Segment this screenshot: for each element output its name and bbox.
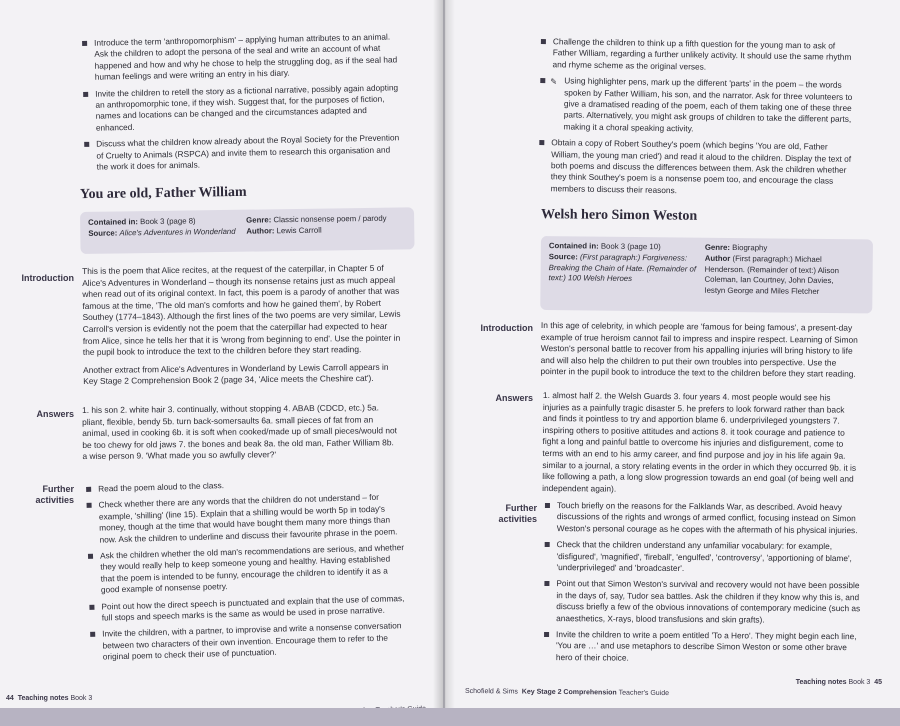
list-item: Read the poem aloud to the class. xyxy=(84,475,404,495)
right-page xyxy=(445,0,900,726)
section-title: Welsh hero Simon Weston xyxy=(540,207,698,224)
page-number: 44 xyxy=(6,695,14,702)
info-box xyxy=(540,236,873,313)
left-top-bullets xyxy=(80,31,403,178)
author-label: Author xyxy=(704,253,731,263)
introduction-text: In this age of celebrity, in which people are 'famous for being famous', a present-day example of true heroism cannot fail to impress and inspire respect. Learning of Simon Weston's personal battle to recover from his appalling injuries will bring history to life and will also help the children to put their own troubles into perspective. Use the pointer in the pupil book to introduce the text to the children before they start reading. xyxy=(540,320,858,380)
section-title: You are old, Father William xyxy=(79,184,247,203)
source-value: (First paragraph:) Forgiveness: Breaking the Chain of Hate. (Remainder of text:) 100 Welsh Heroes xyxy=(548,252,697,284)
footer-section: Teaching notes xyxy=(795,679,847,686)
list-item: Obtain a copy of Robert Southey's poem (which begins 'You are old, Father William, the young man cried') and read it aloud to the children. Display the text of both poems and discuss the differences between them. Ask the children whether they think Southey's poem is a nonsense poem too, and encourage the class members to discuss their reasons. xyxy=(537,137,856,199)
list-item: Point out that Simon Weston's survival and recovery would not have been possible in the days of, say, Tudor sea battles. Ask the children if they know why this is, and discuss briefly a few of the obvious innovations of contemporary medicine (such as anaesthetics, X-rays, blood transfusions and skin grafts). xyxy=(542,578,860,626)
contained-value: Book 3 (page 8) xyxy=(140,216,196,227)
genre-value: Biography xyxy=(732,243,768,253)
footer-book: Book 3 xyxy=(848,679,871,686)
author-value: (First paragraph:) Michael Henderson. (Remainder of text:) Alison Coleman, Ian Courtney, John Davies, Iestyn George and Miles Fletcher xyxy=(704,253,840,297)
list-item-text: Using highlighter pens, mark up the different 'parts' in the poem – the words spoken by Father William, his son, and the narrator. Ask for three volunteers to give a dramatised reading of the poem, each of them taking one of these three parts. Alternatively, you might ask groups of children to take the different parts, making it a choral speaking activity. xyxy=(563,75,853,134)
left-further-bullets xyxy=(84,475,409,669)
footer-publisher: Schofield & Sims xyxy=(464,687,518,696)
introduction-body xyxy=(82,263,401,388)
list-item: Challenge the children to think up a fifth question for the young man to ask of Father William, regarding a further unlikely activity. It should use the same rhythm and rhyme scheme as the original verses. xyxy=(538,36,856,75)
right-top-bullets xyxy=(536,36,857,204)
introduction-text-2: Another extract from Alice's Adventures in Wonderland by Lewis Carroll appears in Key Stage 2 Comprehension Book 2 (page 34, 'Alice meets the Cheshire cat'). xyxy=(83,361,389,387)
further-label-line2: activities xyxy=(35,495,74,505)
genre-label: Genre: xyxy=(704,242,731,252)
left-footer-page xyxy=(6,695,92,702)
genre-label: Genre: xyxy=(246,215,272,225)
introduction-label: Introduction xyxy=(21,273,74,283)
list-item: Invite the children, with a partner, to improvise and write a nonsense conversation between two characters of their own invention. Encourage them to refer to the original poem to check their use of punctuation. xyxy=(88,620,409,663)
answers-label: Answers xyxy=(495,393,533,403)
source-label: Source: xyxy=(88,228,118,238)
info-box xyxy=(80,207,415,254)
answers-text: 1. his son 2. white hair 3. continually, without stopping 4. ABAB (CDCD, etc.) 5a. pliant, flexible, bendy 5b. turn back-somersaults 6a. small pieces of fat from an animal, used in cooking 6b. it is soft when cooked/made up of small pieces/would not be too chewy for old jaws 7. the bones and beak 8a. the old man, Father William 8b. a wise person 9. 'What made you so awfully clever?' xyxy=(82,402,397,462)
highlighter-icon: ✎ xyxy=(550,77,558,87)
source-label: Source: xyxy=(548,251,578,262)
list-item: Invite the children to write a poem entitled 'To a Hero'. They might begin each line, 'You are …' and use metaphors to describe Simon Weston or some other brave hero of their choice. xyxy=(542,629,860,665)
source-value: Alice's Adventures in Wonderland xyxy=(119,226,236,238)
page-stack-edge xyxy=(0,708,900,726)
right-footer-title xyxy=(465,688,669,697)
footer-guide: Teacher's Guide xyxy=(618,689,670,698)
further-activities-label xyxy=(469,503,537,525)
author-label: Author: xyxy=(246,226,275,236)
left-page xyxy=(0,0,443,726)
further-label-line2: activities xyxy=(498,514,537,524)
footer-section: Teaching notes xyxy=(17,695,69,702)
right-further-bullets xyxy=(542,500,861,670)
footer-title: Key Stage 2 Comprehension xyxy=(521,688,617,697)
list-item: Discuss what the children know already about the Royal Society for the Prevention of Cruelty to Animals (RSPCA) and invite them to research this organisation and the work it does for animals. xyxy=(82,133,403,174)
contained-value: Book 3 (page 10) xyxy=(600,241,661,252)
contained-label: Contained in: xyxy=(548,241,599,251)
page-number: 45 xyxy=(874,679,882,686)
list-item: Touch briefly on the reasons for the Falklands War, as described. Avoid heavy discussions of the rights and wrongs of armed conflict, focusing instead on Simon Weston's personal courage as he copes with the aftermath of his physical injuries. xyxy=(543,500,861,536)
list-item xyxy=(537,75,856,137)
answers-text: 1. almost half 2. the Welsh Guards 3. four years 4. most people would see his injuries as a painfully tragic disaster 5. he prefers to look forward rather than back and finds it pointless to try and apportion blame 6. underprivileged youngsters 7. inspiring others to positive attitudes and actions 8. it took courage and patience to fight a long and painful battle to overcome his injuries and disfigurement, come to terms with an end to his army career, and find purpose and joy in his life again 9a. similar to a journal, a story relating events in the order in which they occurred 9b. it is like following a path, a long slow progression towards an end goal (of being well and independent again). xyxy=(542,390,857,494)
author-value: Lewis Carroll xyxy=(276,225,322,236)
further-activities-label xyxy=(10,484,74,506)
introduction-text: This is the poem that Alice recites, at the request of the caterpillar, in Chapter 5 of Alice's Adventures in Wonderland – though its nonsense retains just as much appeal when read out of its original context. In fact, this poem is a parody of another that was famous at the time, 'The old man's comforts and how he gained them', by Robert Southey (1774–1843). Although the first lines of the two poems are very similar, Lewis Carroll's version is evidently not the poem that the caterpillar had expected to hear from Alice, since he tells her that it is 'wrong from beginning to end'. Use the pointer in the pupil book to introduce the text to the children before they start reading. xyxy=(82,262,401,358)
genre-value: Classic nonsense poem / parody xyxy=(273,213,387,225)
further-label-line1: Further xyxy=(505,503,537,513)
list-item: Point out how the direct speech is punctuated and explain that the use of commas, full stops and speech marks is the same as would be used in prose narrative. xyxy=(87,593,408,625)
introduction-label: Introduction xyxy=(480,323,533,333)
footer-book: Book 3 xyxy=(70,695,93,702)
contained-label: Contained in: xyxy=(88,217,139,227)
list-item: Introduce the term 'anthropomorphism' – applying human attributes to an animal. Ask the children to adopt the persona of the seal and write an account of what happened and how and why he chose to help the struggling dog, as if the seal had human feelings and were writing an entry in his diary. xyxy=(80,31,401,83)
further-label-line1: Further xyxy=(42,484,74,494)
book-gutter xyxy=(433,0,455,726)
right-footer-page xyxy=(796,679,882,686)
answers-label: Answers xyxy=(36,409,74,419)
list-item: Check that the children understand any unfamiliar vocabulary: for example, 'disfigured', 'magnified', 'fireball', 'engulfed', 'controversy', 'apportioning of blame', 'underprivileged' and 'broadcaster'. xyxy=(542,539,860,575)
list-item: Ask the children whether the old man's recommendations are serious, and whether they would really help to keep someone young and healthy. Having established that the poem is intended to be funny, encourage the children to identify it as a good example of nonsense poetry. xyxy=(86,542,407,597)
list-item: Invite the children to retell the story as a fictional narrative, possibly again adopting an anthropomorphic tone, if they wish. Suggest that, for the purposes of fiction, names and locations can be changed and the circumstances adapted and enhanced. xyxy=(81,82,402,134)
list-item: Check whether there are any words that the children do not understand – for example, 'shilling' (line 15). Explain that a shilling would be worth 5p in today's money, though at the time that would have bought them many more things than now. Ask the children to underline and discuss their favourite phrase in the poem. xyxy=(84,491,405,546)
